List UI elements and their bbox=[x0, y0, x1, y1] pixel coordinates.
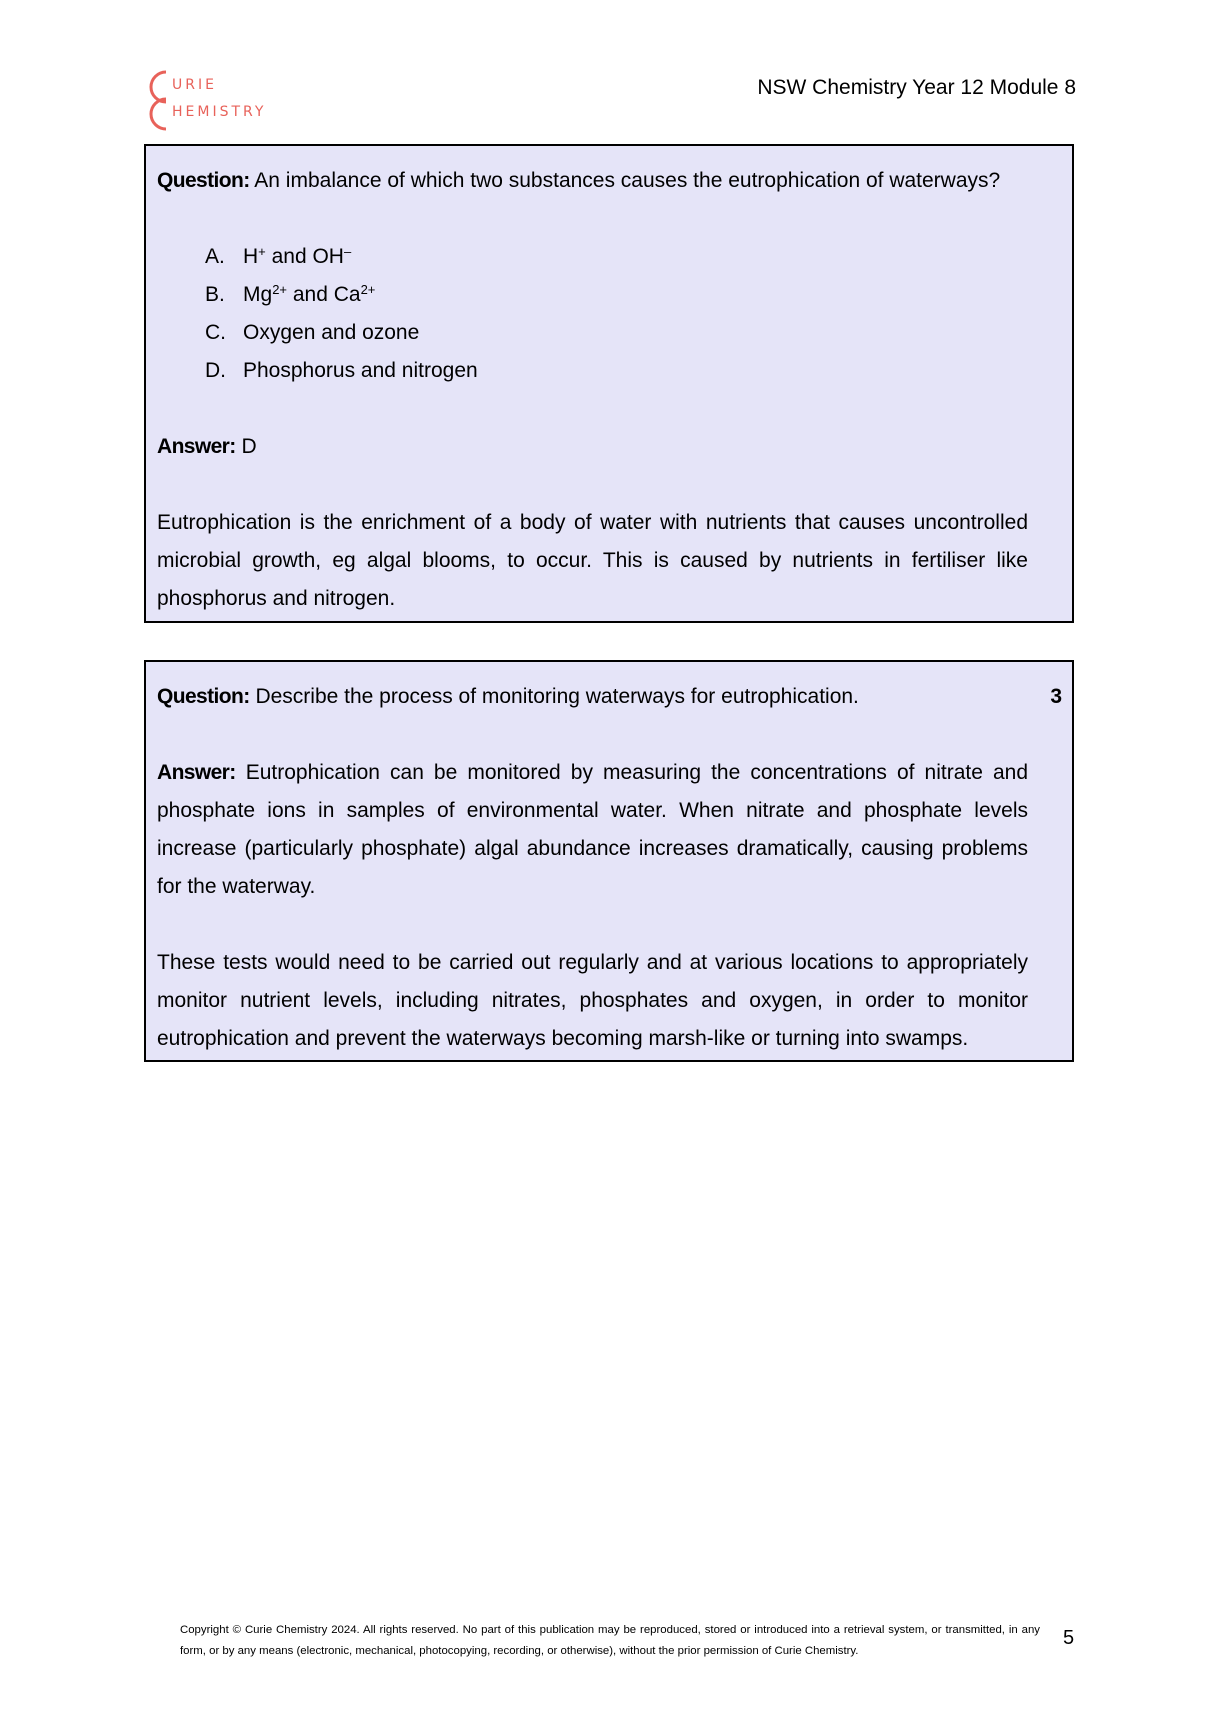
answer-label: Answer: bbox=[157, 435, 236, 458]
question-label: Question: bbox=[157, 169, 250, 192]
option-letter: D. bbox=[205, 359, 226, 382]
answer-text: Eutrophication can be monitored by measuring the concentrations of nitrate and phosphate ions in samples of environmental water. When nitrate and phosphate levels increase (particularly phosphate) algal abundance increases dramatically, causing problems for the waterway. bbox=[157, 761, 1028, 898]
question-box-2 bbox=[144, 660, 1074, 1062]
curie-chemistry-logo bbox=[144, 68, 284, 134]
question-2-prompt bbox=[157, 678, 1028, 716]
running-head: NSW Chemistry Year 12 Module 8 bbox=[757, 76, 1076, 99]
option-d bbox=[205, 352, 1028, 390]
answer-value: D bbox=[235, 435, 257, 458]
option-text: Oxygen and ozone bbox=[243, 321, 420, 344]
option-c bbox=[205, 314, 1028, 352]
logo-word-urie: URIE bbox=[172, 77, 217, 93]
option-text: H+ and OH– bbox=[243, 244, 352, 268]
question-2-answer-continued: These tests would need to be carried out regularly and at various locations to appropriately monitor nutrient levels, including nitrates, phosphates and oxygen, in order to monitor eutrophication and prevent the waterways becoming marsh-like or turning into swamps. bbox=[157, 951, 1028, 1050]
question-1-text: An imbalance of which two substances causes the eutrophication of waterways? bbox=[249, 169, 1001, 192]
question-1-answer bbox=[157, 428, 1028, 466]
question-1-prompt bbox=[157, 162, 1028, 200]
question-2-text: Describe the process of monitoring waterways for eutrophication. bbox=[249, 685, 859, 708]
option-text: $Mg^{2+}$ and $Ca^{2+}$ bbox=[243, 282, 376, 306]
option-letter: B. bbox=[205, 283, 225, 306]
answer-options bbox=[157, 238, 1028, 390]
question-box-1 bbox=[144, 144, 1074, 623]
marks-value: 3 bbox=[1050, 685, 1062, 708]
page-number: 5 bbox=[1063, 1627, 1075, 1649]
logo-word-hemistry: HEMISTRY bbox=[172, 104, 267, 120]
answer-label: Answer: bbox=[157, 761, 236, 784]
question-label: Question: bbox=[157, 685, 250, 708]
option-b bbox=[205, 276, 1028, 314]
option-letter: C. bbox=[205, 321, 226, 344]
question-2-answer bbox=[157, 754, 1028, 906]
option-letter: A. bbox=[205, 245, 225, 268]
option-text: Phosphorus and nitrogen bbox=[243, 359, 478, 382]
option-a bbox=[205, 238, 1028, 276]
question-1-explanation: Eutrophication is the enrichment of a body of water with nutrients that causes uncontrolled microbial growth, eg algal blooms, to occur. This is caused by nutrients in fertiliser like phosphorus and nitrogen. bbox=[157, 511, 1028, 610]
copyright-notice: Copyright © Curie Chemistry 2024. All rights reserved. No part of this publication may be reproduced, stored or introduced into a retrieval system, or transmitted, in any form, or by any means (electronic, mechanical, photocopying, recording, or otherwise), without the prior permission of Curie Chemistry. bbox=[180, 1624, 1040, 1657]
